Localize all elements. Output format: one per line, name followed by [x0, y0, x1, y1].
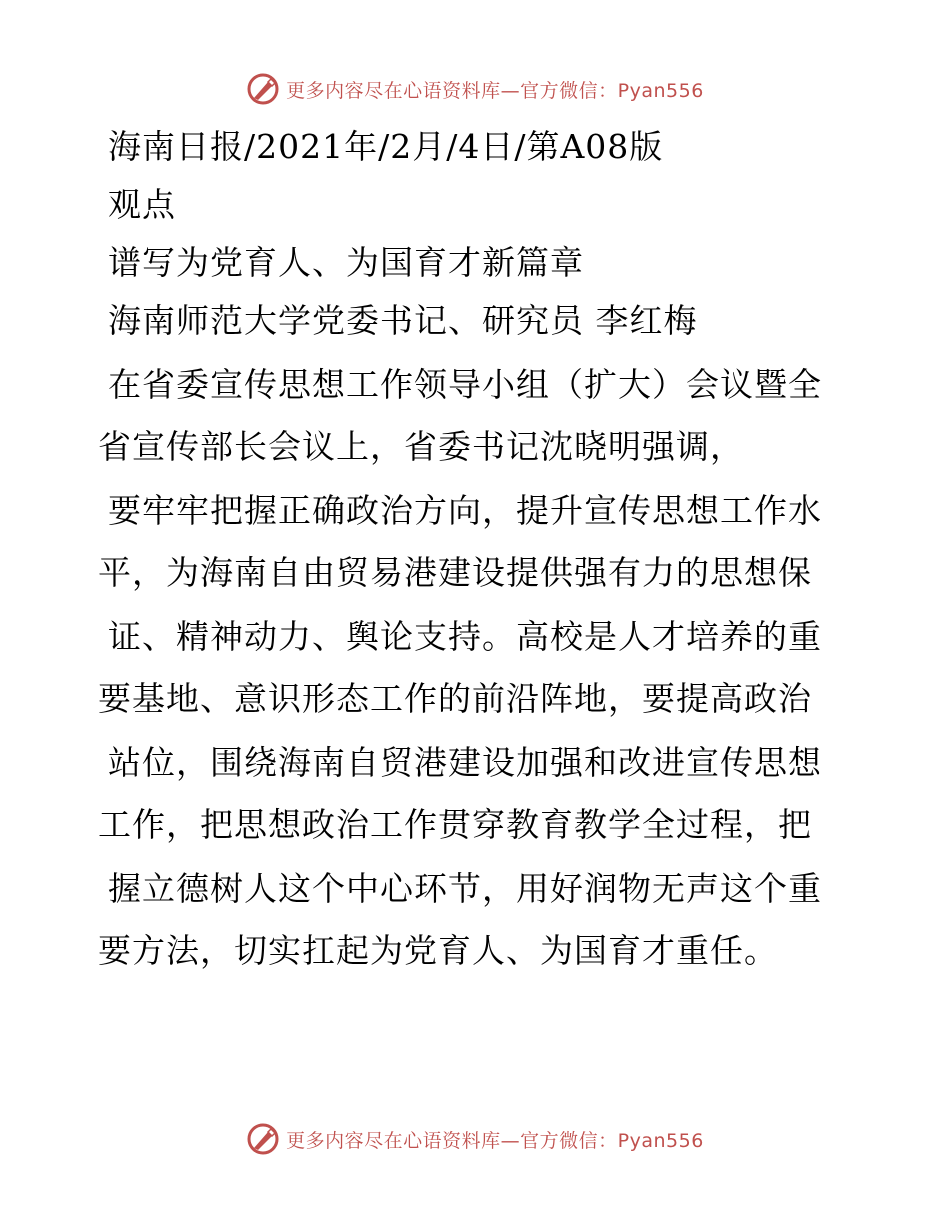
article-body: [98, 125, 838, 973]
paragraph-line: 要基地、意识形态工作的前沿阵地，要提高政治: [98, 679, 812, 718]
paragraph-line: 要方法，切实扛起为党育人、为国育才重任。: [98, 931, 778, 970]
footer-watermark: [0, 1122, 950, 1156]
paragraph-line: 握立德树人这个中心环节，用好润物无声这个重: [108, 869, 822, 908]
paragraph-line: 要牢牢把握正确政治方向，提升宣传思想工作水: [108, 491, 822, 530]
pen-logo-icon: [246, 72, 280, 106]
paragraph-line: 站位，围绕海南自贸港建设加强和改进宣传思想: [108, 743, 822, 782]
watermark-text: 更多内容尽在心语资料库—官方微信：Pyan556: [286, 1129, 704, 1152]
watermark-text: 更多内容尽在心语资料库—官方微信：Pyan556: [286, 79, 704, 102]
paragraph-line: 工作，把思想政治工作贯穿教育教学全过程，把: [98, 805, 812, 844]
pen-logo-icon: [246, 1122, 280, 1156]
header-watermark: [0, 72, 950, 106]
article-author: 海南师范大学党委书记、研究员 李红梅: [108, 301, 698, 340]
paragraph-line: 平，为海南自由贸易港建设提供强有力的思想保: [98, 553, 812, 592]
article-title: 谱写为党育人、为国育才新篇章: [108, 243, 584, 282]
paragraph-line: 证、精神动力、舆论支持。高校是人才培养的重: [108, 617, 822, 656]
article-section: 观点: [108, 185, 176, 224]
paragraph-line: 在省委宣传思想工作领导小组（扩大）会议暨全: [108, 365, 822, 404]
article-source: 海南日报/2021年/2月/4日/第A08版: [108, 127, 664, 166]
paragraph-line: 省宣传部长会议上，省委书记沈晓明强调，: [98, 427, 744, 466]
